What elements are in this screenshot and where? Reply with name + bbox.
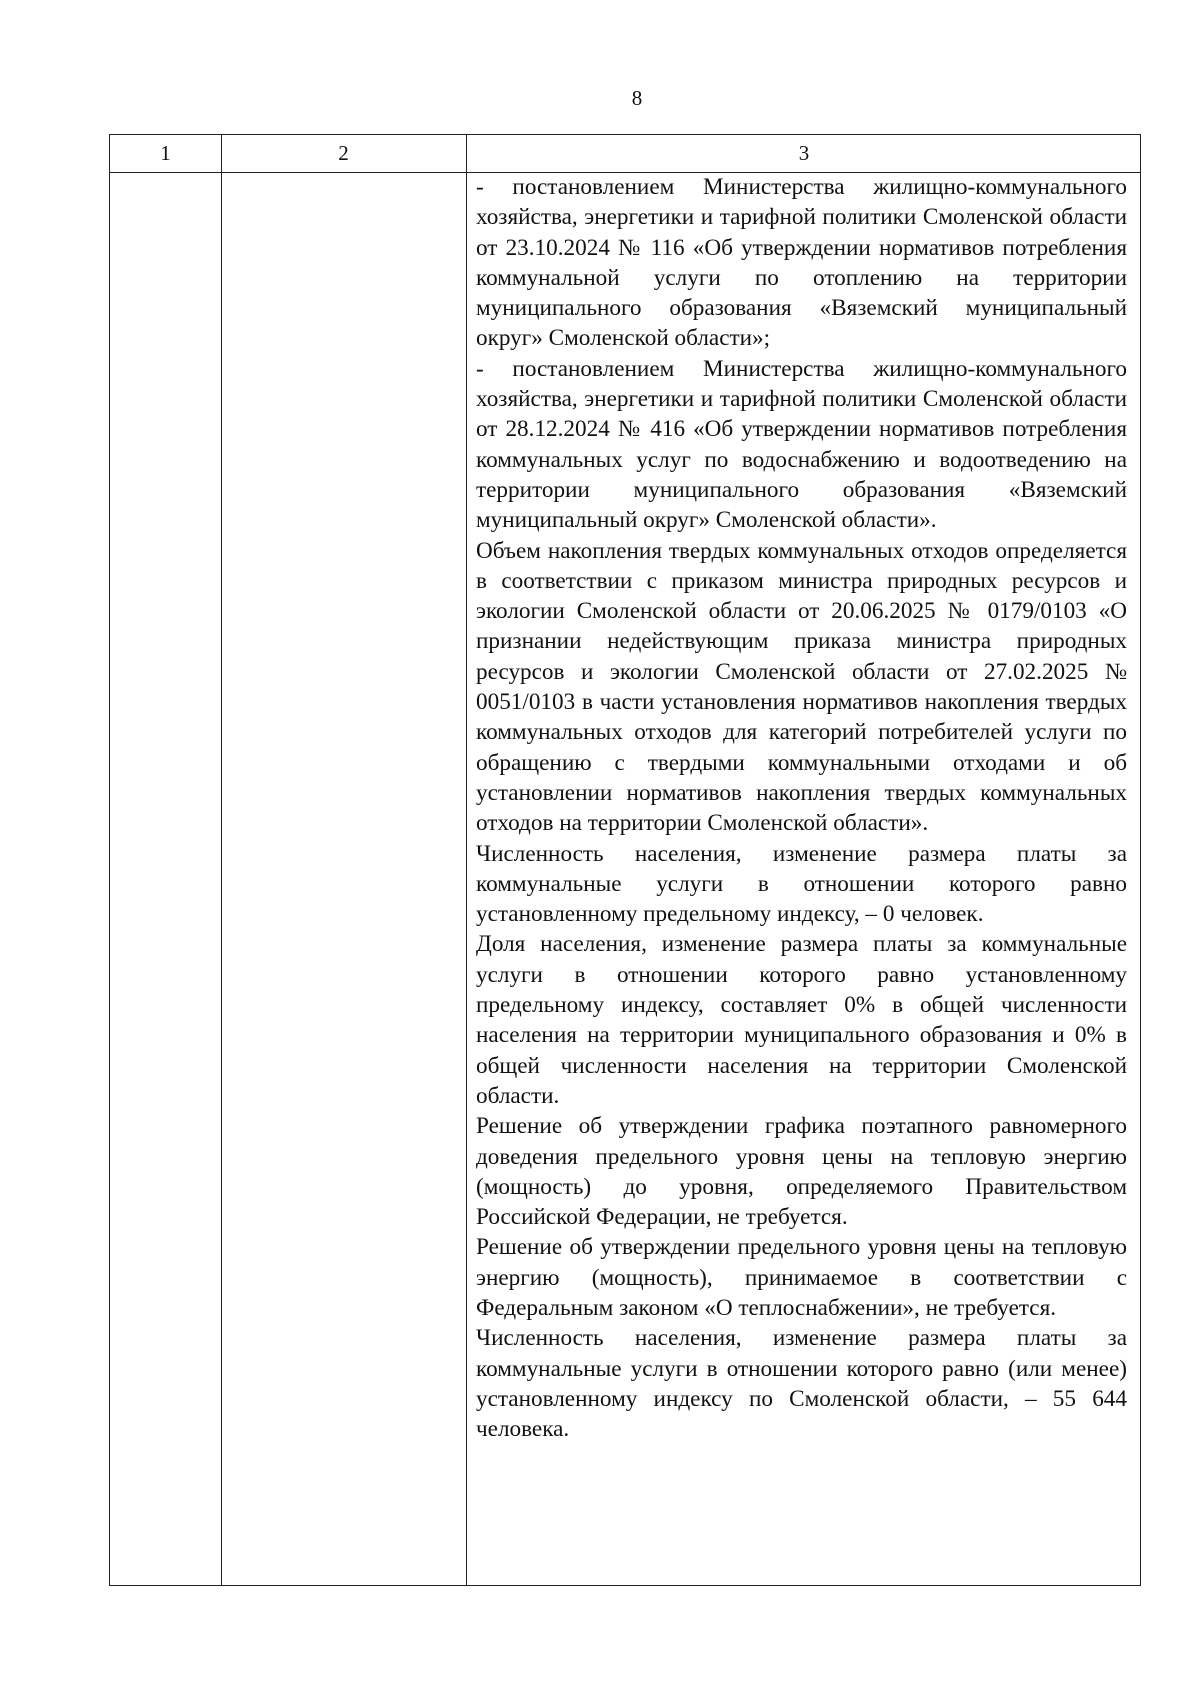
paragraph-population-share: Доля населения, изменение размера платы за коммунальные услуги в отношении которого равно установленному предельному индексу, составляет 0% в общей численности населения на территории муниципального образования и 0% в общей численности населения на территории Смоленской области. — [476, 931, 1127, 1109]
table-header-row — [110, 135, 1140, 173]
paragraph-waste-volume: Объем накопления твердых коммунальных отходов определяется в соответствии с приказом министра природных ресурсов и экологии Смоленской области от 20.06.2025 № 0179/0103 «О признании недействующим приказа министра природных ресурсов и экологии Смоленской области от 27.02.2025 № 0051/0103 в части установления нормативов накопления твердых коммунальных отходов для категорий потребителей услуги по обращению с твердыми коммунальными отходами и об установлении нормативов накопления твердых коммунальных отходов на территории Смоленской области». — [476, 537, 1127, 837]
page-number: 8 — [631, 86, 643, 110]
column-3-content — [476, 172, 1127, 1444]
paragraph-heat-price-schedule: Решение об утверждении графика поэтапного равномерного доведения предельного уровня цены на тепловую энергию (мощность) до уровня, определяемого Правительством Российской Федерации, не требуется. — [476, 1113, 1127, 1231]
column-header-1: 1 — [160, 141, 171, 165]
paragraph-water-norms: - постановлением Министерства жилищно-коммунального хозяйства, энергетики и тарифной политики Смоленской области от 28.12.2024 № 416 «Об утверждении нормативов потребления коммунальных услуг по водоснабжению и водоотведению на территории муниципального образования «Вяземский муниципальный округ» Смоленской области». — [476, 355, 1127, 534]
document-table — [109, 134, 1141, 1586]
column-divider-1 — [221, 135, 222, 1585]
paragraph-heat-price-limit: Решение об утверждении предельного уровня цены на тепловую энергию (мощность), принимаемое в соответствии с Федеральным законом «О теплоснабжении», не требуется. — [476, 1234, 1127, 1321]
column-header-2: 2 — [338, 141, 349, 165]
paragraph-heating-norms: - постановлением Министерства жилищно-коммунального хозяйства, энергетики и тарифной политики Смоленской области от 23.10.2024 № 116 «Об утверждении нормативов потребления коммунальной услуги по отоплению на территории муниципального образования «Вяземский муниципальный округ» Смоленской области»; — [476, 174, 1127, 352]
column-divider-2 — [466, 135, 467, 1585]
column-header-3: 3 — [798, 141, 810, 165]
paragraph-population-equal-index: Численность населения, изменение размера платы за коммунальные услуги в отношении которого равно установленному предельному индексу, – 0 человек. — [476, 840, 1127, 928]
paragraph-population-below-index: Численность населения, изменение размера платы за коммунальные услуги в отношении которого равно (или менее) установленному индексу по Смоленской области, – 55 644 человека. — [476, 1325, 1127, 1443]
